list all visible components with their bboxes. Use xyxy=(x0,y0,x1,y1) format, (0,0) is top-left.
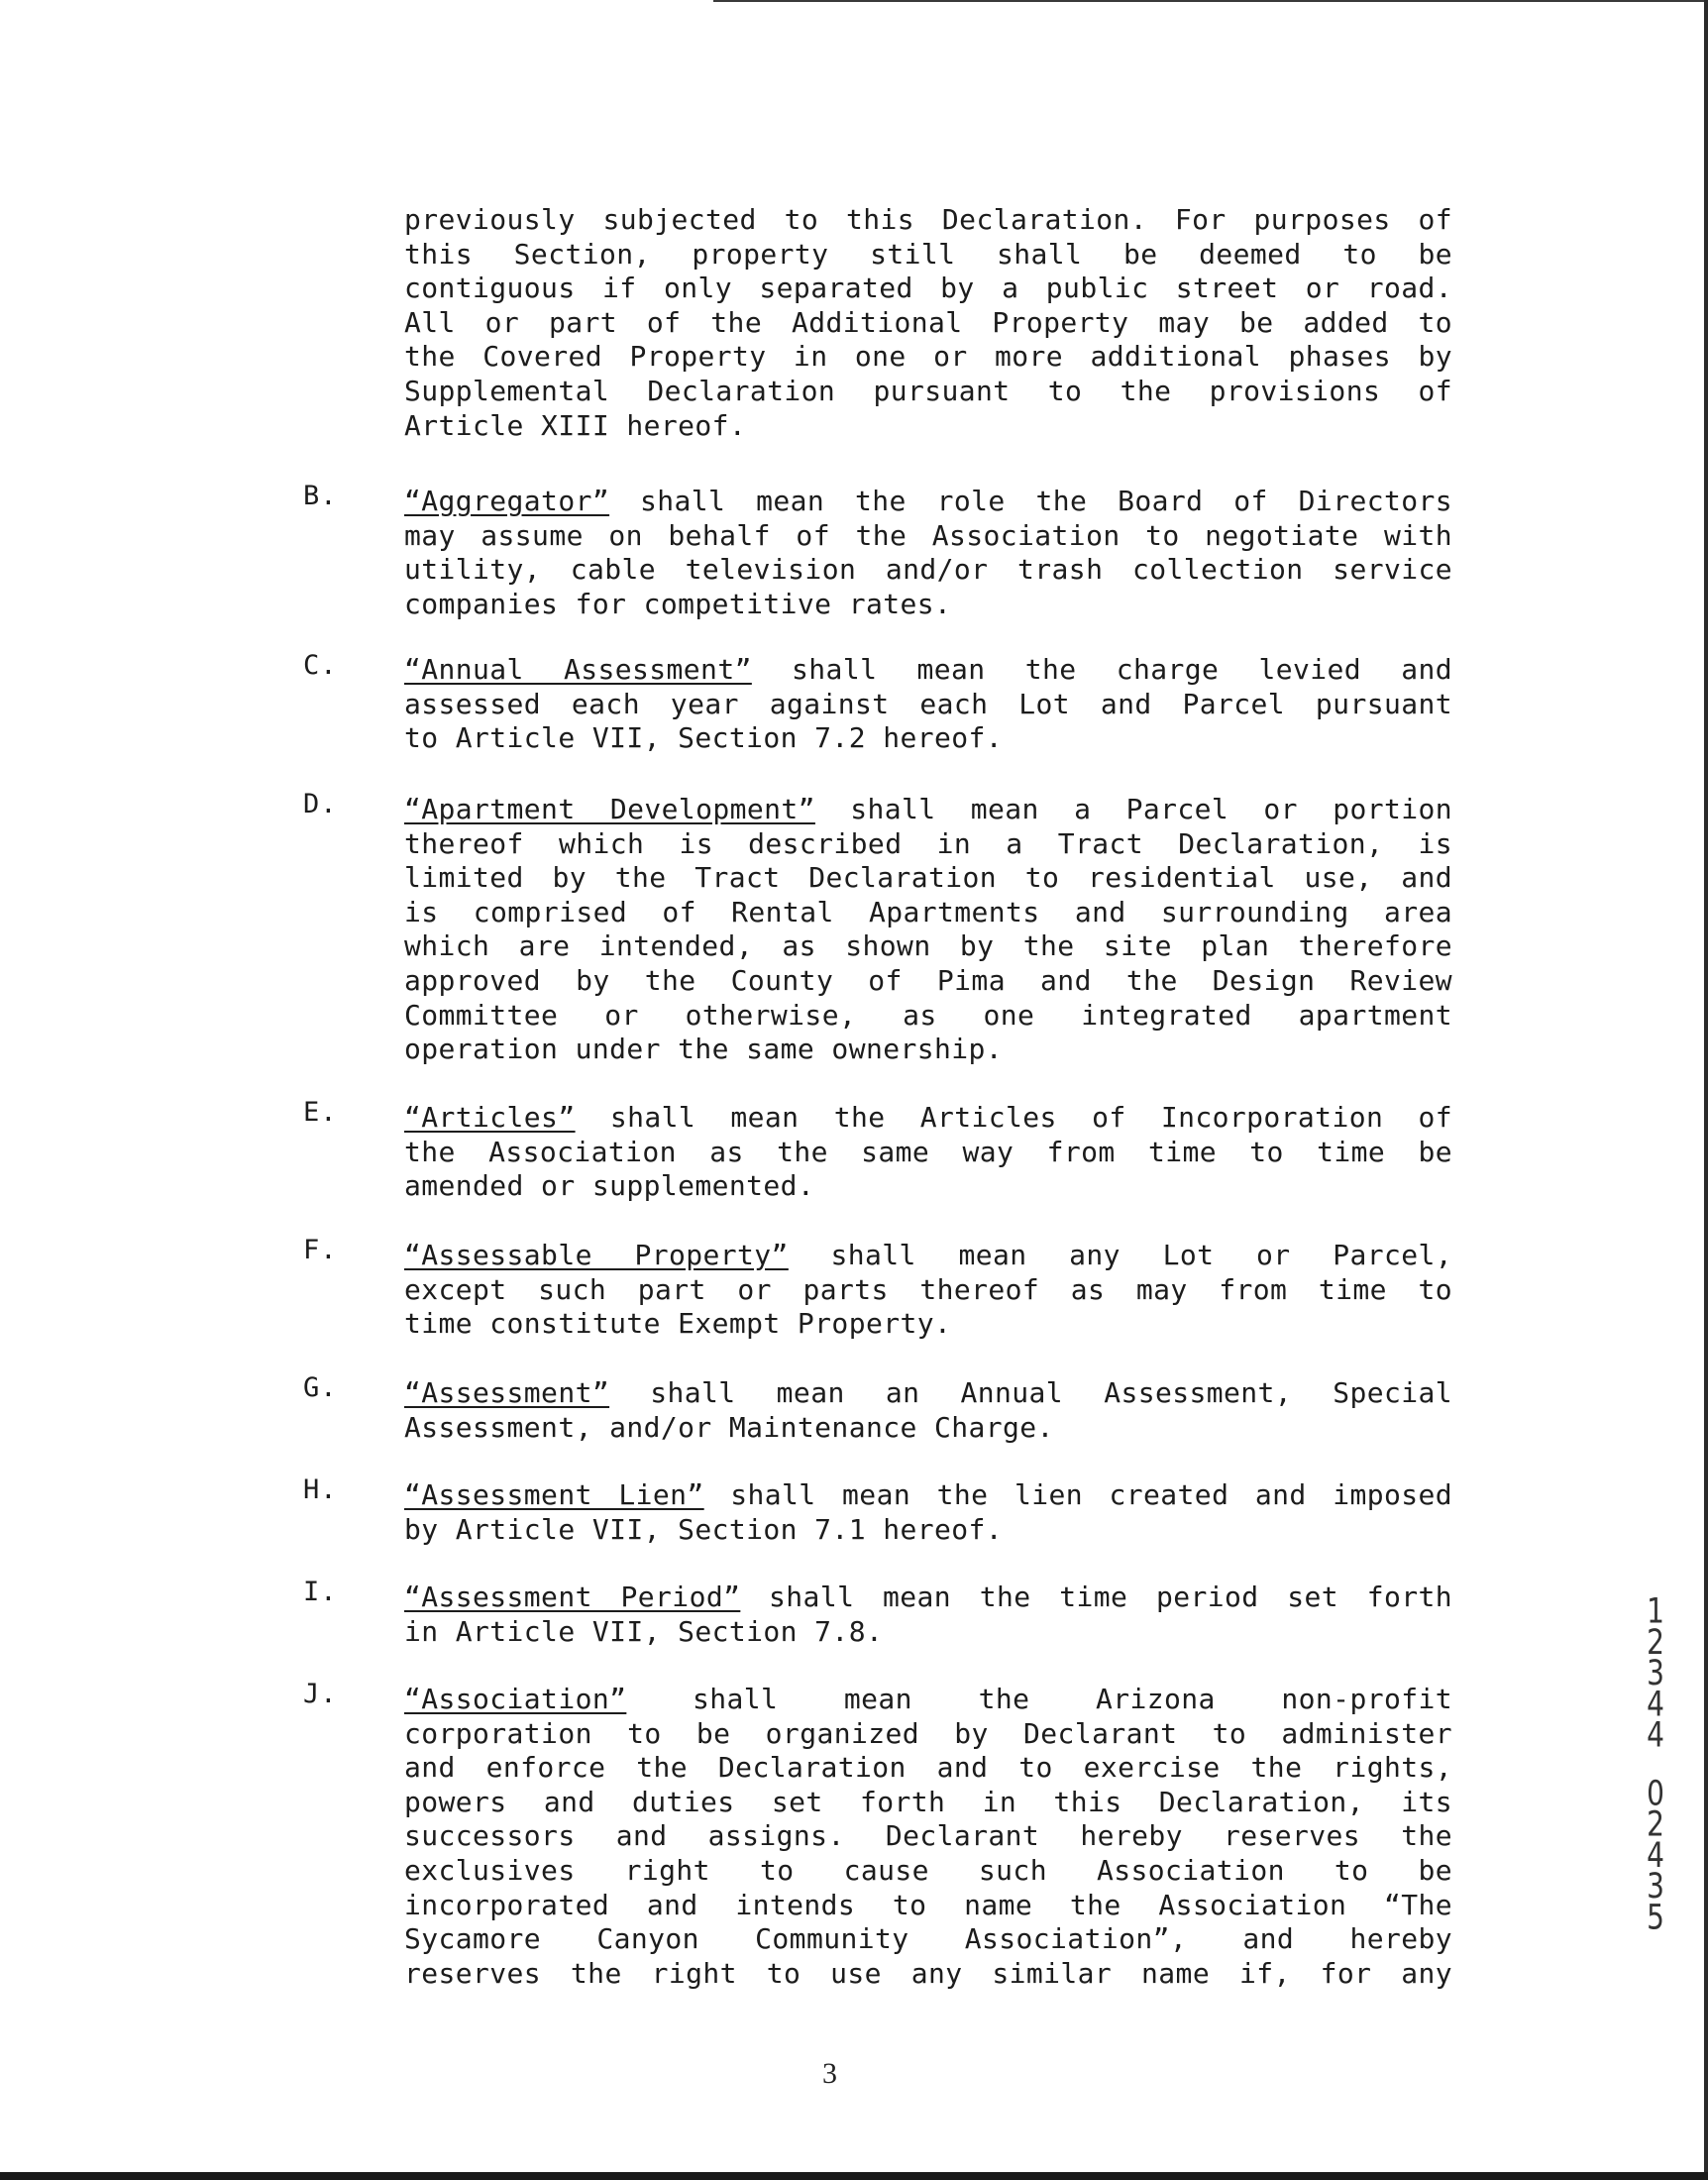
text-line: and enforce the Declaration and to exercise the rights, xyxy=(404,1751,1452,1785)
stamp-digit: 1 xyxy=(1647,1590,1664,1632)
definition-first-line xyxy=(404,793,1452,827)
text-line: corporation to be organized by Declarant to administer xyxy=(404,1716,1452,1750)
definition-text: shall mean an Annual Assessment, Special xyxy=(609,1376,1452,1409)
definition-assessment-period xyxy=(404,1580,1452,1649)
definition-text: shall mean the charge levied and xyxy=(751,653,1452,686)
page-number: 3 xyxy=(822,2057,837,2090)
definition-articles xyxy=(404,1101,1452,1204)
definition-letter: J. xyxy=(303,1679,338,1709)
stamp-digit: 2 xyxy=(1647,1803,1664,1845)
text-line: Sycamore Canyon Community Association”, and hereby xyxy=(404,1922,1452,1956)
definition-association xyxy=(404,1683,1452,1991)
text-line: utility, cable television and/or trash collection service xyxy=(404,553,1452,587)
text-line: may assume on behalf of the Association to negotiate with xyxy=(404,518,1452,552)
text-line: the Association as the same way from time to time be xyxy=(404,1135,1452,1168)
definition-first-line xyxy=(404,1478,1452,1513)
defined-term: “Assessable Property” xyxy=(404,1239,789,1271)
text-line: All or part of the Additional Property may be added to xyxy=(404,305,1452,339)
definition-assessment xyxy=(404,1376,1452,1445)
defined-term: “Assessment Period” xyxy=(404,1580,741,1613)
definition-first-line xyxy=(404,1101,1452,1136)
text-line: previously subjected to this Declaration. For purposes of xyxy=(404,203,1452,236)
text-line: approved by the County of Pima and the Design Review xyxy=(404,963,1452,997)
text-line: this Section, property still shall be deemed to be xyxy=(404,237,1452,271)
text-line: successors and assigns. Declarant hereby reserves the xyxy=(404,1819,1452,1853)
stamp-digit: 3 xyxy=(1647,1652,1664,1693)
defined-term: “Assessment” xyxy=(404,1376,610,1409)
definition-first-line xyxy=(404,653,1452,688)
definition-text: shall mean the lien created and imposed xyxy=(703,1478,1452,1511)
definition-first-line xyxy=(404,1376,1452,1411)
stamp-digit: 5 xyxy=(1647,1896,1664,1937)
defined-term: “Aggregator” xyxy=(404,485,610,517)
text-line: except such part or parts thereof as may from time to xyxy=(404,1272,1452,1306)
text-line: reserves the right to use any similar name if, for any xyxy=(404,1956,1452,1990)
text-line: time constitute Exempt Property. xyxy=(404,1307,952,1341)
intro-paragraph xyxy=(404,203,1452,443)
text-line: thereof which is described in a Tract Declaration, is xyxy=(404,826,1452,860)
recording-number-stamp xyxy=(1641,1590,1670,1937)
defined-term: “Annual Assessment” xyxy=(404,653,752,686)
stamp-digit: 2 xyxy=(1647,1621,1664,1663)
text-line: operation under the same ownership. xyxy=(404,1033,1004,1066)
defined-term: “Apartment Development” xyxy=(404,793,815,825)
text-line: incorporated and intends to name the Association “The xyxy=(404,1888,1452,1921)
text-line: companies for competitive rates. xyxy=(404,587,952,620)
text-line: amended or supplemented. xyxy=(404,1169,815,1203)
definition-text: shall mean a Parcel or portion xyxy=(814,793,1452,825)
definition-letter: H. xyxy=(303,1474,338,1505)
text-line: in Article VII, Section 7.8. xyxy=(404,1614,884,1648)
definition-text: shall mean the time period set forth xyxy=(740,1580,1452,1613)
stamp-digit: 0 xyxy=(1647,1772,1664,1813)
definition-aggregator xyxy=(404,485,1452,621)
scan-right-edge xyxy=(1704,0,1708,2180)
stamp-digit: 4 xyxy=(1647,1714,1664,1756)
scan-bottom-edge xyxy=(0,2172,1708,2180)
definition-letter: C. xyxy=(303,650,338,681)
text-line: Article XIII hereof. xyxy=(404,408,747,442)
text-line: by Article VII, Section 7.1 hereof. xyxy=(404,1512,1004,1546)
definition-text: shall mean the Arizona non-profit xyxy=(626,1683,1452,1715)
definition-annual-assessment xyxy=(404,653,1452,756)
definition-letter: B. xyxy=(303,481,338,511)
text-line: the Covered Property in one or more additional phases by xyxy=(404,340,1452,374)
definition-first-line xyxy=(404,1239,1452,1273)
text-line: contiguous if only separated by a public street or road. xyxy=(404,272,1452,305)
definition-letter: E. xyxy=(303,1097,338,1128)
definition-first-line xyxy=(404,1580,1452,1615)
definition-text: shall mean the role the Board of Directors xyxy=(609,485,1452,517)
text-line: powers and duties set forth in this Declaration, its xyxy=(404,1785,1452,1818)
scan-top-edge xyxy=(713,0,1708,2)
defined-term: “Articles” xyxy=(404,1101,576,1134)
text-line: limited by the Tract Declaration to residential use, and xyxy=(404,861,1452,895)
definition-letter: G. xyxy=(303,1372,338,1403)
defined-term: “Assessment Lien” xyxy=(404,1478,704,1511)
stamp-digit: 3 xyxy=(1647,1865,1664,1907)
text-line: Assessment, and/or Maintenance Charge. xyxy=(404,1410,1054,1444)
text-line: is comprised of Rental Apartments and surrounding area xyxy=(404,895,1452,928)
definition-assessable-property xyxy=(404,1239,1452,1342)
definition-text: shall mean any Lot or Parcel, xyxy=(788,1239,1453,1271)
definition-letter: I. xyxy=(303,1577,338,1607)
definition-assessment-lien xyxy=(404,1478,1452,1547)
definition-first-line xyxy=(404,1683,1452,1717)
text-line: to Article VII, Section 7.2 hereof. xyxy=(404,721,1004,755)
stamp-digit: 4 xyxy=(1647,1683,1664,1724)
definition-first-line xyxy=(404,485,1452,519)
defined-term: “Association” xyxy=(404,1683,627,1715)
definition-letter: F. xyxy=(303,1235,338,1265)
text-line: exclusives right to cause such Association to be xyxy=(404,1853,1452,1887)
definition-letter: D. xyxy=(303,789,338,819)
text-line: which are intended, as shown by the site plan therefore xyxy=(404,929,1452,963)
stamp-digit: 4 xyxy=(1647,1834,1664,1876)
definition-text: shall mean the Articles of Incorporation of xyxy=(575,1101,1452,1134)
text-line: assessed each year against each Lot and Parcel pursuant xyxy=(404,687,1452,720)
definition-apartment-development xyxy=(404,793,1452,1067)
text-line: Committee or otherwise, as one integrated apartment xyxy=(404,998,1452,1032)
text-line: Supplemental Declaration pursuant to the provisions of xyxy=(404,374,1452,407)
